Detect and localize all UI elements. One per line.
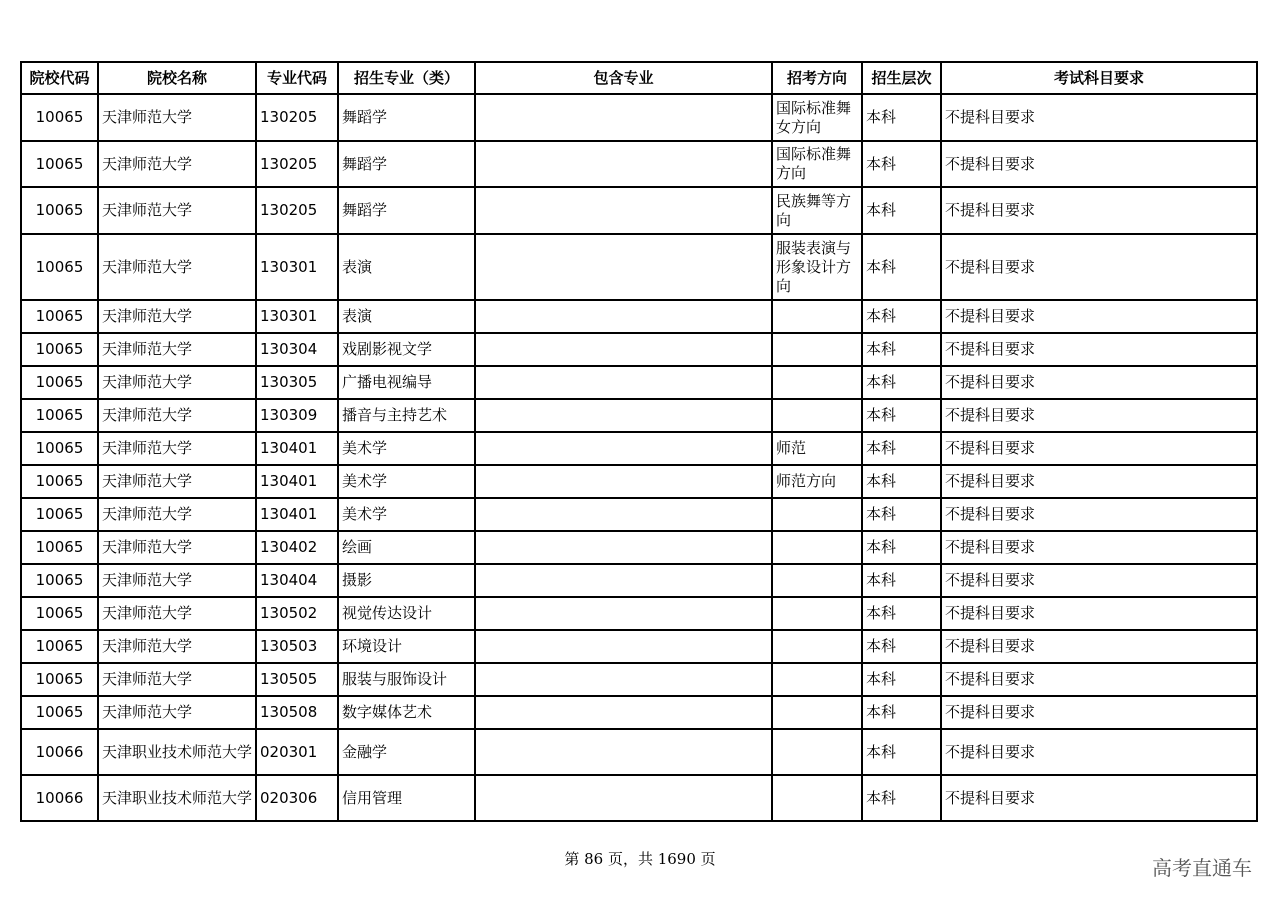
cell-major-code: 130404 <box>256 564 338 597</box>
cell-subject-requirement: 不提科目要求 <box>941 333 1257 366</box>
cell-included-majors <box>475 498 772 531</box>
cell-major: 环境设计 <box>338 630 475 663</box>
cell-subject-requirement: 不提科目要求 <box>941 775 1257 821</box>
cell-included-majors <box>475 531 772 564</box>
cell-included-majors <box>475 399 772 432</box>
cell-level: 本科 <box>862 234 941 300</box>
cell-direction: 服装表演与形象设计方向 <box>772 234 862 300</box>
cell-direction <box>772 630 862 663</box>
cell-major-code: 130503 <box>256 630 338 663</box>
cell-direction <box>772 663 862 696</box>
cell-school-code: 10065 <box>21 597 98 630</box>
cell-school-name: 天津师范大学 <box>98 630 256 663</box>
cell-school-name: 天津师范大学 <box>98 399 256 432</box>
table-row <box>21 432 1257 465</box>
table-row <box>21 465 1257 498</box>
cell-subject-requirement: 不提科目要求 <box>941 234 1257 300</box>
header-direction: 招考方向 <box>772 62 862 94</box>
cell-major: 信用管理 <box>338 775 475 821</box>
cell-included-majors <box>475 234 772 300</box>
cell-school-name: 天津师范大学 <box>98 564 256 597</box>
cell-subject-requirement: 不提科目要求 <box>941 696 1257 729</box>
table-row <box>21 366 1257 399</box>
cell-subject-requirement: 不提科目要求 <box>941 94 1257 141</box>
cell-included-majors <box>475 663 772 696</box>
cell-school-name: 天津师范大学 <box>98 498 256 531</box>
cell-major: 服装与服饰设计 <box>338 663 475 696</box>
cell-included-majors <box>475 465 772 498</box>
cell-major-code: 130301 <box>256 300 338 333</box>
cell-major-code: 130205 <box>256 141 338 187</box>
cell-included-majors <box>475 597 772 630</box>
cell-subject-requirement: 不提科目要求 <box>941 187 1257 234</box>
cell-school-code: 10065 <box>21 234 98 300</box>
cell-major: 广播电视编导 <box>338 366 475 399</box>
cell-direction: 师范 <box>772 432 862 465</box>
cell-level: 本科 <box>862 333 941 366</box>
cell-included-majors <box>475 333 772 366</box>
cell-level: 本科 <box>862 141 941 187</box>
cell-major-code: 130505 <box>256 663 338 696</box>
cell-school-name: 天津师范大学 <box>98 141 256 187</box>
cell-level: 本科 <box>862 597 941 630</box>
cell-school-code: 10066 <box>21 775 98 821</box>
table-row <box>21 663 1257 696</box>
cell-major: 播音与主持艺术 <box>338 399 475 432</box>
table-row <box>21 333 1257 366</box>
cell-subject-requirement: 不提科目要求 <box>941 399 1257 432</box>
cell-school-name: 天津师范大学 <box>98 187 256 234</box>
cell-major-code: 130401 <box>256 432 338 465</box>
cell-major: 数字媒体艺术 <box>338 696 475 729</box>
cell-level: 本科 <box>862 663 941 696</box>
cell-major: 表演 <box>338 234 475 300</box>
table-row <box>21 696 1257 729</box>
cell-school-code: 10065 <box>21 630 98 663</box>
header-level: 招生层次 <box>862 62 941 94</box>
cell-major-code: 130304 <box>256 333 338 366</box>
cell-school-name: 天津师范大学 <box>98 300 256 333</box>
cell-direction <box>772 498 862 531</box>
cell-school-code: 10066 <box>21 729 98 775</box>
cell-direction <box>772 729 862 775</box>
cell-school-name: 天津师范大学 <box>98 696 256 729</box>
cell-major: 视觉传达设计 <box>338 597 475 630</box>
cell-major-code: 130305 <box>256 366 338 399</box>
cell-level: 本科 <box>862 564 941 597</box>
cell-level: 本科 <box>862 465 941 498</box>
cell-direction <box>772 531 862 564</box>
cell-school-code: 10065 <box>21 300 98 333</box>
cell-included-majors <box>475 564 772 597</box>
table-row <box>21 531 1257 564</box>
cell-major-code: 130309 <box>256 399 338 432</box>
cell-major-code: 020306 <box>256 775 338 821</box>
cell-included-majors <box>475 187 772 234</box>
table-row <box>21 498 1257 531</box>
cell-direction <box>772 696 862 729</box>
cell-subject-requirement: 不提科目要求 <box>941 498 1257 531</box>
header-school-code: 院校代码 <box>21 62 98 94</box>
cell-included-majors <box>475 300 772 333</box>
cell-subject-requirement: 不提科目要求 <box>941 564 1257 597</box>
cell-major: 美术学 <box>338 432 475 465</box>
cell-school-code: 10065 <box>21 141 98 187</box>
cell-included-majors <box>475 630 772 663</box>
header-included-majors: 包含专业 <box>475 62 772 94</box>
cell-major: 美术学 <box>338 498 475 531</box>
cell-subject-requirement: 不提科目要求 <box>941 141 1257 187</box>
table-row <box>21 775 1257 821</box>
table-row <box>21 597 1257 630</box>
cell-school-code: 10065 <box>21 187 98 234</box>
cell-subject-requirement: 不提科目要求 <box>941 465 1257 498</box>
table-row <box>21 399 1257 432</box>
cell-direction <box>772 366 862 399</box>
cell-school-code: 10065 <box>21 498 98 531</box>
cell-school-name: 天津师范大学 <box>98 366 256 399</box>
cell-level: 本科 <box>862 630 941 663</box>
cell-subject-requirement: 不提科目要求 <box>941 300 1257 333</box>
cell-subject-requirement: 不提科目要求 <box>941 729 1257 775</box>
cell-level: 本科 <box>862 498 941 531</box>
cell-level: 本科 <box>862 366 941 399</box>
cell-level: 本科 <box>862 531 941 564</box>
cell-direction <box>772 564 862 597</box>
cell-major-code: 130401 <box>256 498 338 531</box>
cell-school-name: 天津职业技术师范大学 <box>98 775 256 821</box>
cell-major: 舞蹈学 <box>338 141 475 187</box>
table-row <box>21 94 1257 141</box>
cell-school-code: 10065 <box>21 696 98 729</box>
cell-subject-requirement: 不提科目要求 <box>941 531 1257 564</box>
cell-level: 本科 <box>862 399 941 432</box>
cell-major: 美术学 <box>338 465 475 498</box>
cell-school-code: 10065 <box>21 399 98 432</box>
cell-major: 戏剧影视文学 <box>338 333 475 366</box>
cell-subject-requirement: 不提科目要求 <box>941 663 1257 696</box>
cell-included-majors <box>475 432 772 465</box>
cell-school-name: 天津师范大学 <box>98 663 256 696</box>
cell-level: 本科 <box>862 729 941 775</box>
cell-school-code: 10065 <box>21 94 98 141</box>
cell-major-code: 130205 <box>256 94 338 141</box>
table-body <box>21 94 1257 821</box>
cell-subject-requirement: 不提科目要求 <box>941 597 1257 630</box>
cell-school-name: 天津师范大学 <box>98 531 256 564</box>
admissions-table <box>20 61 1258 822</box>
cell-direction: 国际标准舞女方向 <box>772 94 862 141</box>
cell-major: 摄影 <box>338 564 475 597</box>
cell-school-code: 10065 <box>21 663 98 696</box>
header-row <box>21 62 1257 94</box>
cell-school-code: 10065 <box>21 333 98 366</box>
table-row <box>21 630 1257 663</box>
cell-level: 本科 <box>862 187 941 234</box>
cell-school-code: 10065 <box>21 432 98 465</box>
cell-included-majors <box>475 729 772 775</box>
table-row <box>21 141 1257 187</box>
cell-school-name: 天津师范大学 <box>98 465 256 498</box>
page-footer: 第 86 页，共 1690 页 <box>564 850 716 868</box>
cell-major-code: 130205 <box>256 187 338 234</box>
cell-school-code: 10065 <box>21 366 98 399</box>
table-row <box>21 300 1257 333</box>
cell-school-name: 天津师范大学 <box>98 234 256 300</box>
cell-major: 金融学 <box>338 729 475 775</box>
cell-school-code: 10065 <box>21 531 98 564</box>
cell-level: 本科 <box>862 696 941 729</box>
cell-major-code: 130401 <box>256 465 338 498</box>
cell-direction <box>772 399 862 432</box>
cell-major-code: 020301 <box>256 729 338 775</box>
header-subject-requirement: 考试科目要求 <box>941 62 1257 94</box>
table-header <box>21 62 1257 94</box>
cell-included-majors <box>475 94 772 141</box>
cell-direction <box>772 300 862 333</box>
cell-level: 本科 <box>862 300 941 333</box>
cell-direction <box>772 597 862 630</box>
cell-included-majors <box>475 366 772 399</box>
cell-level: 本科 <box>862 94 941 141</box>
cell-included-majors <box>475 696 772 729</box>
cell-major: 舞蹈学 <box>338 187 475 234</box>
table-row <box>21 564 1257 597</box>
cell-direction: 国际标准舞方向 <box>772 141 862 187</box>
cell-major-code: 130402 <box>256 531 338 564</box>
cell-direction <box>772 775 862 821</box>
header-major: 招生专业（类） <box>338 62 475 94</box>
cell-school-name: 天津师范大学 <box>98 597 256 630</box>
header-major-code: 专业代码 <box>256 62 338 94</box>
cell-school-code: 10065 <box>21 465 98 498</box>
cell-school-name: 天津师范大学 <box>98 94 256 141</box>
cell-included-majors <box>475 141 772 187</box>
cell-major-code: 130301 <box>256 234 338 300</box>
cell-direction <box>772 333 862 366</box>
cell-major-code: 130508 <box>256 696 338 729</box>
cell-school-name: 天津师范大学 <box>98 432 256 465</box>
cell-school-code: 10065 <box>21 564 98 597</box>
cell-direction: 师范方向 <box>772 465 862 498</box>
table-row <box>21 234 1257 300</box>
cell-level: 本科 <box>862 775 941 821</box>
cell-school-name: 天津师范大学 <box>98 333 256 366</box>
header-school-name: 院校名称 <box>98 62 256 94</box>
table-row <box>21 729 1257 775</box>
cell-major: 表演 <box>338 300 475 333</box>
cell-included-majors <box>475 775 772 821</box>
cell-major-code: 130502 <box>256 597 338 630</box>
watermark: 高考直通车 <box>1152 856 1252 880</box>
cell-direction: 民族舞等方向 <box>772 187 862 234</box>
cell-subject-requirement: 不提科目要求 <box>941 432 1257 465</box>
cell-subject-requirement: 不提科目要求 <box>941 366 1257 399</box>
cell-subject-requirement: 不提科目要求 <box>941 630 1257 663</box>
cell-school-name: 天津职业技术师范大学 <box>98 729 256 775</box>
cell-level: 本科 <box>862 432 941 465</box>
cell-major: 绘画 <box>338 531 475 564</box>
cell-major: 舞蹈学 <box>338 94 475 141</box>
table-row <box>21 187 1257 234</box>
